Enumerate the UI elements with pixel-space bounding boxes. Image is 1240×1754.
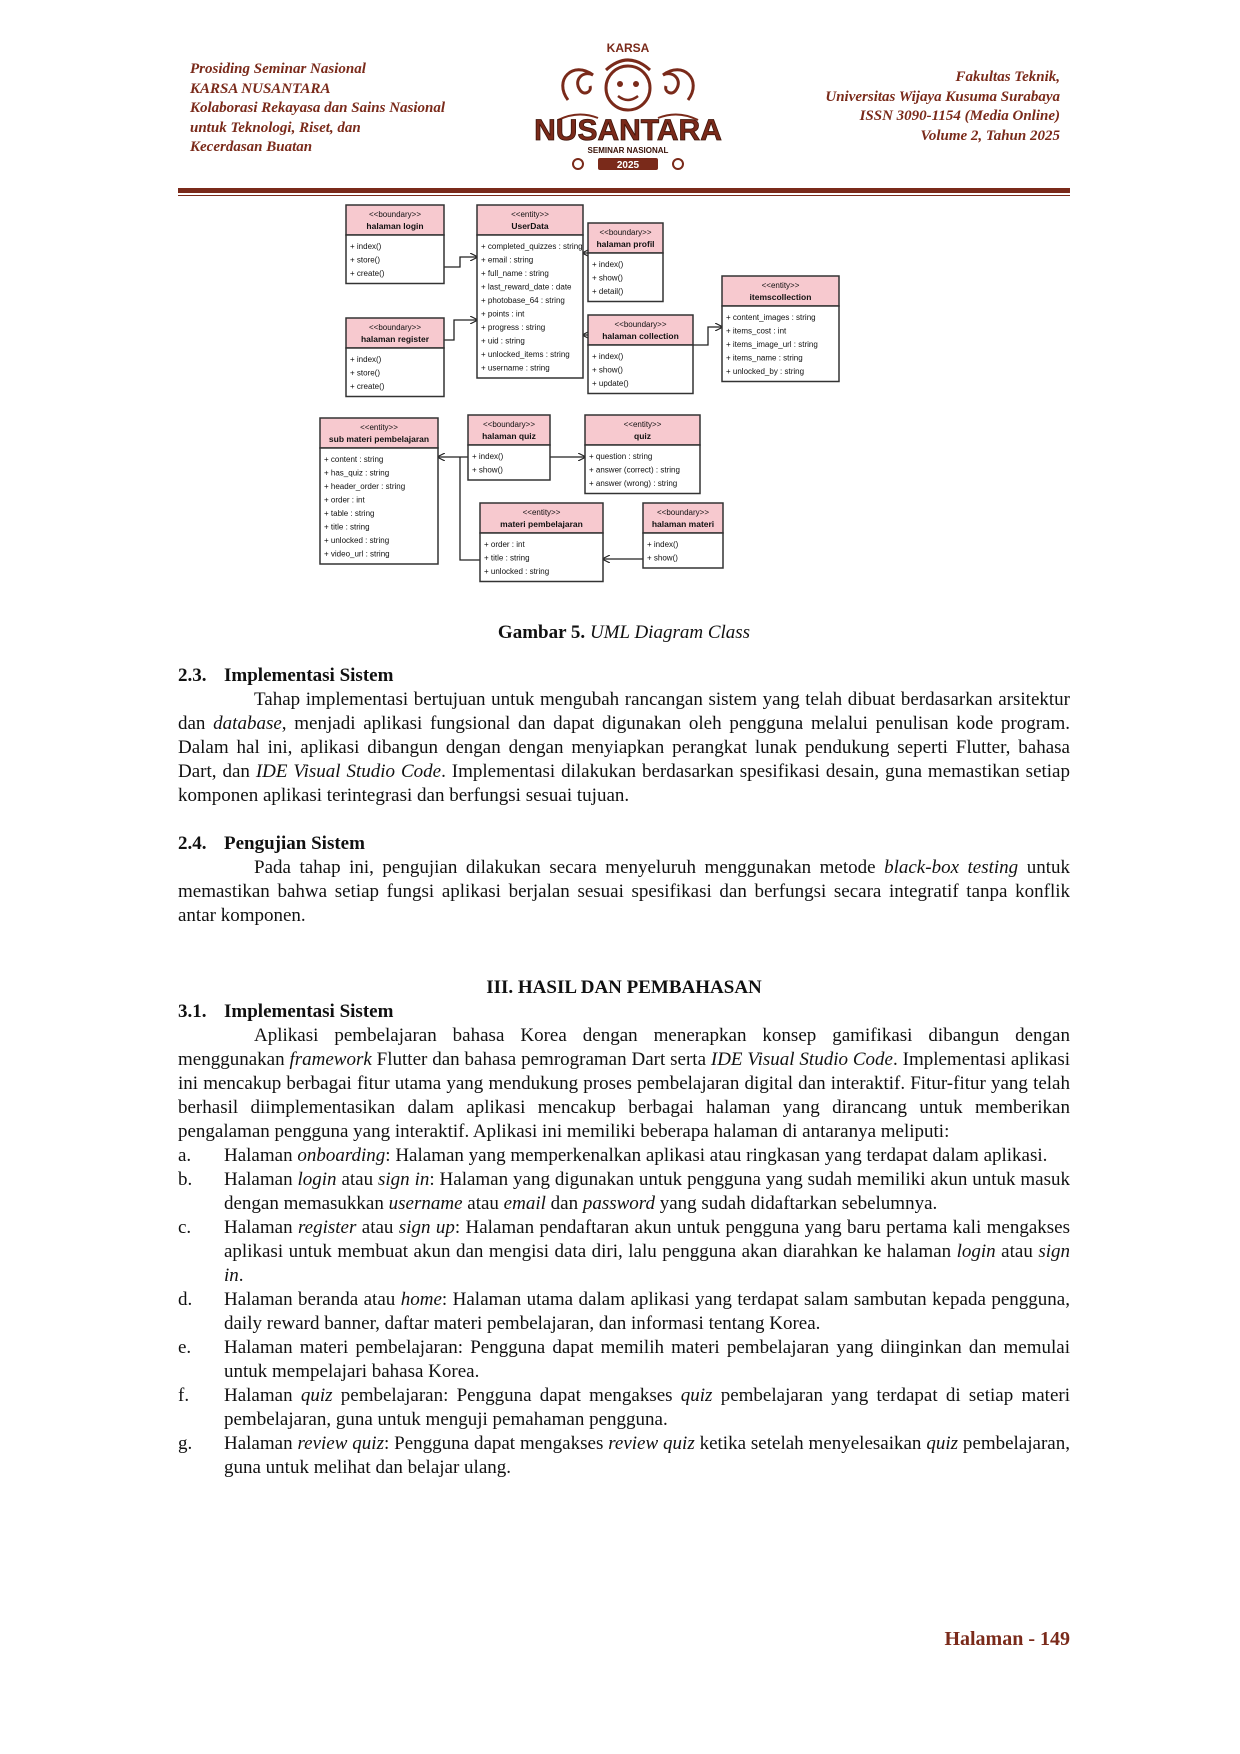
section-heading: [178, 832, 1070, 856]
section-2-4: [178, 832, 1070, 928]
section-2-3: [178, 664, 1070, 808]
header-right-line: Volume 2, Tahun 2025: [920, 127, 1060, 144]
uml-class-quiz: [585, 415, 700, 494]
uml-class-name: quiz: [634, 431, 651, 441]
text-run-italic: quiz: [680, 1385, 713, 1406]
uml-class-stereotype: <<entity>>: [360, 423, 398, 432]
text-run-italic: sign in: [224, 1241, 1070, 1286]
uml-class-member: + detail(): [592, 287, 624, 296]
uml-link: [444, 257, 477, 267]
text-run: . Implementasi dilakukan berdasarkan spesifikasi desain, guna memastikan setiap komponen aplikasi terintegrasi dan berfungsi sesuai tujuan.: [178, 761, 1070, 806]
header-rule-thin: [178, 195, 1070, 196]
uml-class-member: + show(): [592, 273, 623, 283]
list-marker: e.: [178, 1337, 192, 1358]
text-run: .: [238, 1265, 244, 1286]
list-marker: c.: [178, 1217, 192, 1238]
list-marker: d.: [178, 1289, 193, 1310]
header-left-line: Prosiding Seminar Nasional: [190, 61, 366, 77]
header-left-line: Kecerdasan Buatan: [190, 139, 313, 155]
text-run: : Halaman utama dalam aplikasi yang terdapat salam sambutan kepada pengguna, daily reward banner, daftar materi pembelajaran, dan informasi tentang Korea.: [224, 1289, 1070, 1334]
uml-class-stereotype: <<boundary>>: [368, 323, 422, 332]
text-run: Halaman: [224, 1433, 298, 1454]
text-run: atau: [356, 1217, 399, 1238]
uml-class-name: halaman register: [360, 334, 430, 344]
uml-class-member: + items_name : string: [726, 353, 803, 363]
uml-class-halaman-login: [346, 205, 444, 284]
text-run: pembelajaran: Pengguna dapat mengakses: [332, 1385, 681, 1406]
text-run-italic: email: [503, 1193, 546, 1214]
uml-class-member: + title : string: [324, 522, 370, 532]
header-right-line: Fakultas Teknik,: [955, 69, 1060, 85]
section-number: 3.1.: [178, 1001, 207, 1022]
text-run-italic: password: [582, 1193, 655, 1214]
uml-class-halaman-register: [346, 318, 444, 397]
text-run: untuk memastikan bahwa setiap fungsi aplikasi berjalan sesuai spesifikasi dan berfungsi secara integratif tanpa konflik antar komponen.: [178, 857, 1070, 926]
list-item: [178, 1216, 1070, 1288]
text-run: Halaman: [224, 1145, 298, 1166]
section-title: Pengujian Sistem: [224, 833, 365, 854]
text-run: Halaman materi pembelajaran: Pengguna dapat memilih materi pembelajaran yang diinginkan dan memulai untuk mempelajari bahasa Korea.: [224, 1337, 1070, 1382]
text-run: . Implementasi aplikasi ini mencakup berbagai fitur utama yang mendukung proses pembelajaran digital dan interaktif. Fitur-fitur yang telah berhasil diimplementasikan dalam aplikasi mencakup berbagai halaman yang dirancang untuk memberikan pengalaman pengguna yang interaktif. Aplikasi ini memiliki beberapa halaman di antaranya meliputi:: [178, 1049, 1071, 1142]
text-run-italic: review quiz: [297, 1433, 384, 1454]
text-run: Halaman: [224, 1217, 298, 1238]
text-run: Halaman: [224, 1385, 301, 1406]
text-run: Pada tahap ini, pengujian dilakukan secara menyeluruh menggunakan metode: [254, 857, 885, 878]
uml-class-member: + index(): [350, 355, 382, 364]
text-run: Aplikasi pembelajaran bahasa Korea dengan menerapkan konsep gamifikasi dibangun dengan menggunakan: [178, 1025, 1070, 1070]
uml-class-name: halaman materi: [651, 519, 715, 529]
uml-class-member: + answer (wrong) : string: [589, 479, 678, 488]
header-rule: [178, 188, 1070, 193]
uml-class-member: + index(): [647, 540, 679, 549]
header-right-line: ISSN 3090-1154 (Media Online): [859, 108, 1060, 124]
uml-class-member: + show(): [472, 465, 503, 475]
figure-caption: [178, 622, 1070, 644]
uml-class-itemscollection: [722, 276, 839, 382]
uml-class-member: + uid : string: [481, 336, 525, 346]
uml-class-member: + answer (correct) : string: [589, 465, 680, 475]
uml-class-member: + last_reward_date : date: [481, 282, 572, 292]
uml-class-member: + content : string: [324, 455, 384, 464]
figure-caption-label: Gambar 5.: [497, 622, 586, 643]
uml-class-stereotype: <<boundary>>: [482, 420, 536, 429]
uml-class-member: + photobase_64 : string: [481, 296, 565, 305]
uml-class-member: + question : string: [589, 452, 653, 461]
uml-class-member: + points : int: [481, 309, 525, 319]
text-run: pembelajaran, guna untuk melihat dan belajar ulang.: [224, 1433, 1070, 1478]
list-marker: b.: [178, 1169, 193, 1190]
list-marker: g.: [178, 1433, 193, 1454]
uml-class-name: halaman collection: [602, 331, 679, 341]
uml-class-userdata: [477, 205, 583, 378]
uml-class-member: + show(): [647, 553, 678, 563]
uml-class-stereotype: <<boundary>>: [614, 320, 667, 329]
text-run-italic: framework: [289, 1049, 372, 1070]
text-run: : Halaman yang digunakan untuk pengguna yang sudah memiliki akun untuk masuk dengan memasukkan: [224, 1169, 1071, 1214]
text-run-italic: IDE Visual Studio Code: [255, 761, 442, 782]
karsa-nusantara-logo-icon: [534, 40, 722, 176]
text-run: Tahap implementasi bertujuan untuk mengubah rancangan sistem yang telah dibuat berdasarkan arsitektur dan: [178, 689, 1070, 734]
uml-class-stereotype: <<boundary>>: [656, 508, 710, 517]
uml-class-name: UserData: [511, 221, 549, 231]
header-left: [190, 60, 520, 158]
uml-class-member: + store(): [350, 255, 381, 265]
uml-class-member: + unlocked_items : string: [481, 350, 570, 359]
uml-class-name: halaman quiz: [482, 431, 536, 441]
uml-class-member: + has_quiz : string: [324, 468, 390, 478]
paragraph: [178, 1024, 1070, 1144]
logo-main-text: NUSANTARA: [534, 114, 722, 147]
uml-class-member: + index(): [592, 352, 624, 361]
text-run-italic: black-box testing: [884, 857, 1019, 878]
uml-link: [444, 320, 477, 340]
uml-class-member: + username : string: [481, 363, 550, 373]
uml-class-name: materi pembelajaran: [500, 519, 583, 529]
uml-class-body: [468, 445, 550, 480]
uml-class-halaman-materi: [643, 503, 723, 568]
uml-class-member: + video_url : string: [324, 549, 390, 559]
text-run: yang sudah didaftarkan sebelumnya.: [654, 1193, 938, 1214]
text-run-italic: register: [297, 1217, 357, 1238]
uml-class-member: + content_images : string: [726, 313, 816, 322]
paragraph: [178, 688, 1070, 808]
section-heading: [178, 664, 1070, 688]
uml-class-member: + items_image_url : string: [726, 340, 818, 349]
logo-sub-text: SEMINAR NASIONAL: [587, 146, 669, 155]
text-run-italic: review quiz: [608, 1433, 695, 1454]
uml-class-body: [643, 533, 723, 568]
uml-class-member: + show(): [592, 365, 623, 375]
uml-class-member: + unlocked : string: [324, 536, 390, 545]
uml-class-member: + items_cost : int: [726, 326, 787, 336]
uml-class-member: + index(): [350, 242, 382, 251]
uml-class-member: + unlocked : string: [484, 567, 550, 576]
text-run-italic: IDE Visual Studio Code: [710, 1049, 893, 1070]
uml-class-member: + order : int: [324, 495, 365, 505]
uml-class-member: + create(): [350, 382, 385, 391]
header-right: [730, 68, 1060, 146]
list-item: [178, 1288, 1070, 1336]
section-title: Implementasi Sistem: [224, 665, 394, 686]
header-left-line: KARSA NUSANTARA: [190, 80, 331, 97]
uml-class-stereotype: <<boundary>>: [368, 210, 422, 219]
uml-class-name: halaman profil: [596, 239, 655, 249]
uml-class-member: + store(): [350, 368, 381, 378]
uml-class-sub-materi-pembelajaran: [320, 418, 438, 564]
uml-class-member: + order : int: [484, 540, 525, 549]
text-run-italic: sign up: [398, 1217, 455, 1238]
text-run: pembelajaran yang terdapat di setiap materi pembelajaran, guna untuk menguji pemahaman pengguna.: [224, 1385, 1070, 1430]
text-run: atau: [462, 1193, 504, 1214]
uml-class-materi-pembelajaran: [480, 503, 603, 582]
text-run: Halaman beranda atau: [224, 1289, 401, 1310]
text-run-italic: sign in: [378, 1169, 430, 1190]
uml-class-member: + progress : string: [481, 323, 546, 332]
uml-class-member: + email : string: [481, 255, 534, 265]
uml-class-member: + index(): [472, 452, 504, 461]
section-number: 2.4.: [178, 833, 207, 854]
text-run: Flutter dan bahasa pemrograman Dart serta: [371, 1049, 711, 1070]
text-run-italic: login: [956, 1241, 996, 1262]
text-run: ketika setelah menyelesaikan: [694, 1433, 927, 1454]
feature-list: [178, 1144, 1070, 1480]
uml-class-member: + table : string: [324, 509, 375, 518]
uml-class-name: sub materi pembelajaran: [328, 434, 430, 444]
uml-class-halaman-profil: [588, 223, 663, 302]
text-run-italic: login: [297, 1169, 337, 1190]
text-run: , menjadi aplikasi fungsional dan dapat digunakan oleh pengguna melalui penulisan kode program. Dalam hal ini, aplikasi dibangun dengan dengan menyiapkan perangkat lunak pendukung seperti Flutter, bahasa Dart, dan: [178, 713, 1070, 782]
uml-class-diagram: [320, 205, 920, 615]
section-title: Implementasi Sistem: [224, 1001, 394, 1022]
uml-class-member: + completed_quizzes : string: [481, 242, 583, 251]
chapter-heading: III. HASIL DAN PEMBAHASAN: [486, 977, 762, 998]
figure-caption-text: UML Diagram Class: [589, 622, 751, 643]
text-run: atau: [995, 1241, 1039, 1262]
list-item: [178, 1384, 1070, 1432]
uml-class-body: [320, 448, 438, 564]
list-marker: f.: [178, 1385, 190, 1406]
text-run-italic: username: [388, 1193, 463, 1214]
list-marker: a.: [178, 1145, 192, 1166]
uml-link: [693, 327, 722, 345]
header-left-line: untuk Teknologi, Riset, dan: [190, 119, 361, 136]
uml-class-member: + full_name : string: [481, 269, 549, 278]
list-item: [178, 1336, 1070, 1384]
uml-class-stereotype: <<entity>>: [511, 210, 549, 219]
uml-class-member: + index(): [592, 260, 624, 269]
list-item: [178, 1144, 1070, 1168]
uml-class-name: itemscollection: [749, 292, 812, 302]
text-run-italic: home: [400, 1289, 442, 1310]
text-run: : Halaman pendaftaran akun untuk pengguna yang baru pertama kali mengakses aplikasi untuk membuat akun dan mengisi data diri, lalu pengguna akan diarahkan ke halaman: [224, 1217, 1070, 1262]
uml-class-name: halaman login: [366, 221, 424, 231]
section-heading: [178, 1000, 1070, 1024]
list-item: [178, 1168, 1070, 1216]
uml-class-halaman-quiz: [468, 415, 550, 480]
section-3: [178, 976, 1070, 1480]
text-run-italic: onboarding: [297, 1145, 386, 1166]
uml-class-member: + create(): [350, 269, 385, 278]
text-run: atau: [336, 1169, 378, 1190]
header-left-line: Kolaborasi Rekayasa dan Sains Nasional: [190, 100, 446, 116]
uml-class-member: + header_order : string: [324, 482, 406, 491]
text-run-italic: quiz: [926, 1433, 959, 1454]
uml-class-member: + update(): [592, 379, 629, 388]
header-right-line: Universitas Wijaya Kusuma Surabaya: [825, 88, 1060, 105]
text-run: Halaman: [224, 1169, 298, 1190]
uml-class-member: + title : string: [484, 553, 530, 563]
text-run: : Halaman yang memperkenalkan aplikasi atau ringkasan yang terdapat dalam aplikasi.: [385, 1145, 1048, 1166]
text-run: dan: [545, 1193, 583, 1214]
uml-class-stereotype: <<entity>>: [761, 281, 800, 290]
text-run-italic: database: [213, 713, 282, 734]
uml-class-stereotype: <<boundary>>: [599, 228, 652, 237]
uml-class-member: + unlocked_by : string: [726, 367, 805, 376]
text-run-italic: quiz: [300, 1385, 333, 1406]
logo-top-text: KARSA: [606, 41, 650, 55]
uml-class-stereotype: <<entity>>: [623, 420, 662, 429]
page-number: Halaman - 149: [944, 1628, 1070, 1650]
uml-class-halaman-collection: [588, 315, 693, 394]
paragraph: [178, 856, 1070, 928]
list-item: [178, 1432, 1070, 1480]
uml-class-stereotype: <<entity>>: [522, 508, 561, 517]
text-run: : Pengguna dapat mengakses: [383, 1433, 609, 1454]
logo-year-text: 2025: [616, 160, 640, 171]
section-number: 2.3.: [178, 665, 207, 686]
